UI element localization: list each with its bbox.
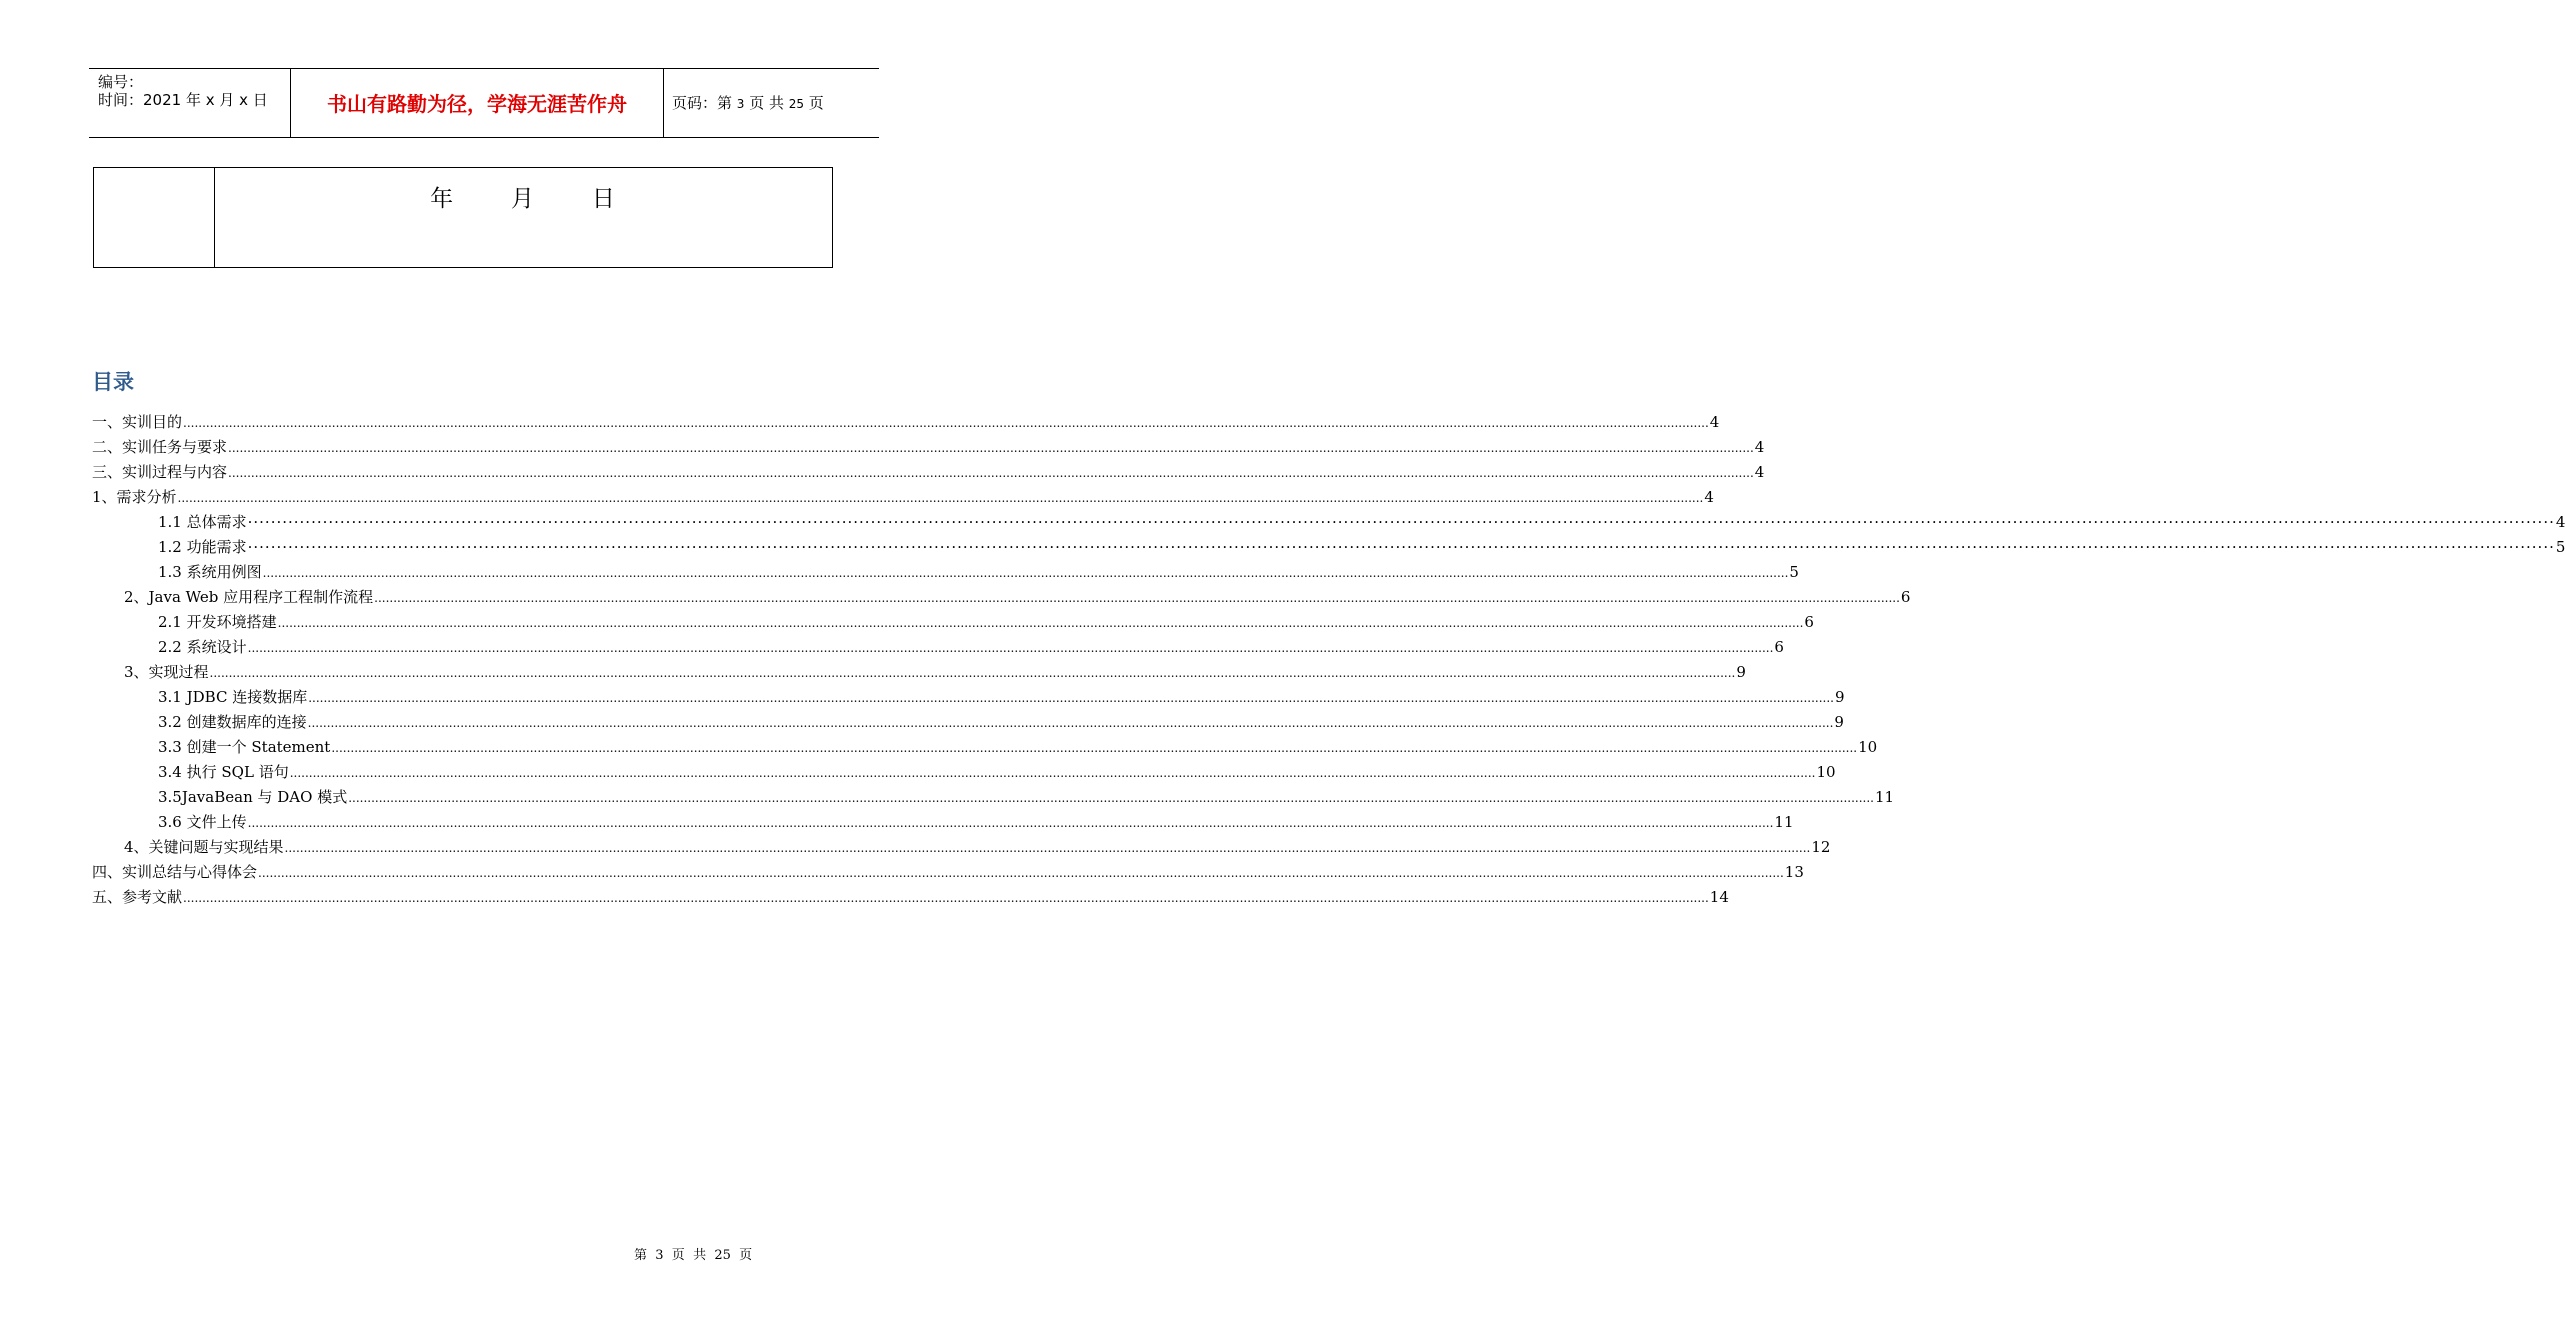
toc-entry-label: 3.5JavaBean 与 DAO 模式	[158, 788, 348, 806]
toc-entry-page: 6	[1774, 638, 1784, 656]
toc-leader-dots: ................................................................................................................................................................................................................................................................................................................................................................................................................	[228, 466, 1754, 480]
toc-leader-dots: ................................................................................................................................................................................................................................................................................................................................................................................................................	[258, 866, 1784, 880]
toc-entry-page: 11	[1874, 788, 1895, 806]
toc-entry[interactable]	[92, 437, 1765, 462]
toc-entry-page: 9	[1736, 663, 1746, 681]
toc-entry-page: 4	[1704, 488, 1714, 506]
toc-leader-dots: ................................................................................................................................................................................................................................................................................................................................................................................................................	[247, 641, 1774, 655]
date-table	[93, 167, 833, 268]
toc-entry-page: 14	[1709, 888, 1729, 906]
toc-entry[interactable]	[92, 512, 2565, 537]
toc-entry-label: 2.2 系统设计	[158, 638, 247, 656]
toc-entry[interactable]	[92, 462, 1765, 487]
toc-entry[interactable]	[92, 787, 1895, 812]
toc-leader-dots: ················································································································································································································································································································································································································	[247, 513, 2555, 531]
toc-entry-page: 4	[1709, 413, 1720, 431]
toc-leader-dots: ................................................................................................................................................................................................................................................................................................................................................................................................................	[247, 816, 1774, 830]
toc-entry-page: 4	[1754, 438, 1765, 456]
toc-entry-page: 10	[1858, 738, 1878, 756]
toc-entry-label: 三、实训过程与内容	[92, 463, 228, 481]
toc-leader-dots: ................................................................................................................................................................................................................................................................................................................................................................................................................	[183, 416, 1709, 430]
header-page-cell	[664, 69, 879, 137]
page-mid: 页 共	[744, 94, 789, 112]
toc-entry[interactable]	[92, 412, 1720, 437]
page-footer: 第 3 页 共 25 页	[634, 1248, 753, 1263]
toc-entry-label: 3.2 创建数据库的连接	[158, 713, 307, 731]
toc-entry[interactable]	[92, 562, 1799, 587]
toc-entry-label: 3.6 文件上传	[158, 813, 247, 831]
toc-entry-label: 1、需求分析	[92, 488, 177, 506]
toc-entry-page: 9	[1834, 713, 1844, 731]
toc-entry-page: 4	[2555, 513, 2565, 531]
toc-leader-dots: ................................................................................................................................................................................................................................................................................................................................................................................................................	[209, 666, 1736, 680]
serial-number-label: 编号：	[98, 73, 144, 91]
toc-leader-dots: ................................................................................................................................................................................................................................................................................................................................................................................................................	[374, 591, 1900, 605]
toc-entry-label: 3、实现过程	[124, 663, 209, 681]
table-of-contents	[92, 412, 2565, 912]
toc-leader-dots: ................................................................................................................................................................................................................................................................................................................................................................................................................	[262, 566, 1789, 580]
toc-entry[interactable]	[92, 862, 1804, 887]
toc-entry[interactable]	[92, 812, 1794, 837]
toc-entry-label: 四、实训总结与心得体会	[92, 863, 258, 881]
toc-entry-label: 2.1 开发环境搭建	[158, 613, 277, 631]
page-header	[89, 68, 879, 138]
toc-entry-label: 二、实训任务与要求	[92, 438, 228, 456]
toc-entry-label: 1.1 总体需求	[158, 513, 247, 531]
toc-leader-dots: ................................................................................................................................................................................................................................................................................................................................................................................................................	[177, 491, 1704, 505]
toc-entry-page: 10	[1816, 763, 1836, 781]
toc-entry-label: 1.2 功能需求	[158, 538, 247, 556]
toc-leader-dots: ................................................................................................................................................................................................................................................................................................................................................................................................................	[277, 616, 1804, 630]
toc-entry-label: 2、Java Web 应用程序工程制作流程	[124, 588, 374, 606]
toc-entry-page: 11	[1774, 813, 1794, 831]
toc-entry[interactable]	[92, 587, 1911, 612]
toc-entry-label: 3.1 JDBC 连接数据库	[158, 688, 308, 706]
page-total: 25	[788, 97, 805, 111]
toc-entry-page: 4	[1754, 463, 1765, 481]
toc-entry[interactable]	[92, 887, 1729, 912]
toc-entry-label: 1.3 系统用例图	[158, 563, 262, 581]
toc-entry[interactable]	[92, 837, 1831, 862]
toc-entry-page: 5	[1789, 563, 1799, 581]
toc-entry-label: 3.4 执行 SQL 语句	[158, 763, 289, 781]
toc-entry[interactable]	[92, 687, 1845, 712]
toc-leader-dots: ................................................................................................................................................................................................................................................................................................................................................................................................................	[308, 691, 1834, 705]
toc-leader-dots: ................................................................................................................................................................................................................................................................................................................................................................................................................	[289, 766, 1816, 780]
toc-leader-dots: ................................................................................................................................................................................................................................................................................................................................................................................................................	[348, 791, 1874, 805]
toc-leader-dots: ................................................................................................................................................................................................................................................................................................................................................................................................................	[307, 716, 1834, 730]
toc-entry[interactable]	[92, 487, 1714, 512]
toc-entry[interactable]	[92, 737, 1878, 762]
toc-entry[interactable]	[92, 662, 1746, 687]
header-info-cell	[89, 69, 291, 137]
header-motto-cell	[291, 69, 664, 137]
motto-text: 书山有路勤为径，学海无涯苦作舟	[327, 92, 627, 116]
toc-entry-page: 12	[1811, 838, 1831, 856]
page-prefix: 页码：第	[672, 94, 737, 112]
toc-leader-dots: ················································································································································································································································································································································································································	[247, 538, 2555, 556]
toc-leader-dots: ................................................................................................................................................................................................................................................................................................................................................................................................................	[228, 441, 1754, 455]
toc-entry-label: 3.3 创建一个 Statement	[158, 738, 331, 756]
toc-entry[interactable]	[92, 712, 1844, 737]
date-table-left-cell	[94, 168, 215, 267]
page-number: 3	[736, 97, 745, 111]
toc-leader-dots: ................................................................................................................................................................................................................................................................................................................................................................................................................	[331, 741, 1858, 755]
toc-entry-label: 五、参考文献	[92, 888, 183, 906]
toc-entry[interactable]	[92, 762, 1836, 787]
date-table-right-cell	[215, 168, 832, 267]
toc-entry[interactable]	[92, 537, 2565, 562]
toc-entry-page: 9	[1835, 688, 1845, 706]
toc-entry-page: 5	[2555, 538, 2565, 556]
toc-entry-page: 13	[1784, 863, 1804, 881]
toc-entry-page: 6	[1900, 588, 1911, 606]
toc-entry-label: 4、关键问题与实现结果	[124, 838, 284, 856]
toc-entry[interactable]	[92, 612, 1814, 637]
date-text: 年 月 日	[430, 186, 617, 212]
toc-leader-dots: ................................................................................................................................................................................................................................................................................................................................................................................................................	[284, 841, 1811, 855]
page-suffix: 页	[804, 94, 824, 112]
toc-entry[interactable]	[92, 637, 1784, 662]
toc-entry-page: 6	[1804, 613, 1814, 631]
time-label: 时间：2021 年 x 月 x 日	[98, 91, 268, 109]
toc-entry-label: 一、实训目的	[92, 413, 183, 431]
page-indicator	[672, 93, 824, 114]
toc-leader-dots: ................................................................................................................................................................................................................................................................................................................................................................................................................	[183, 891, 1709, 905]
toc-title: 目录	[92, 370, 134, 394]
